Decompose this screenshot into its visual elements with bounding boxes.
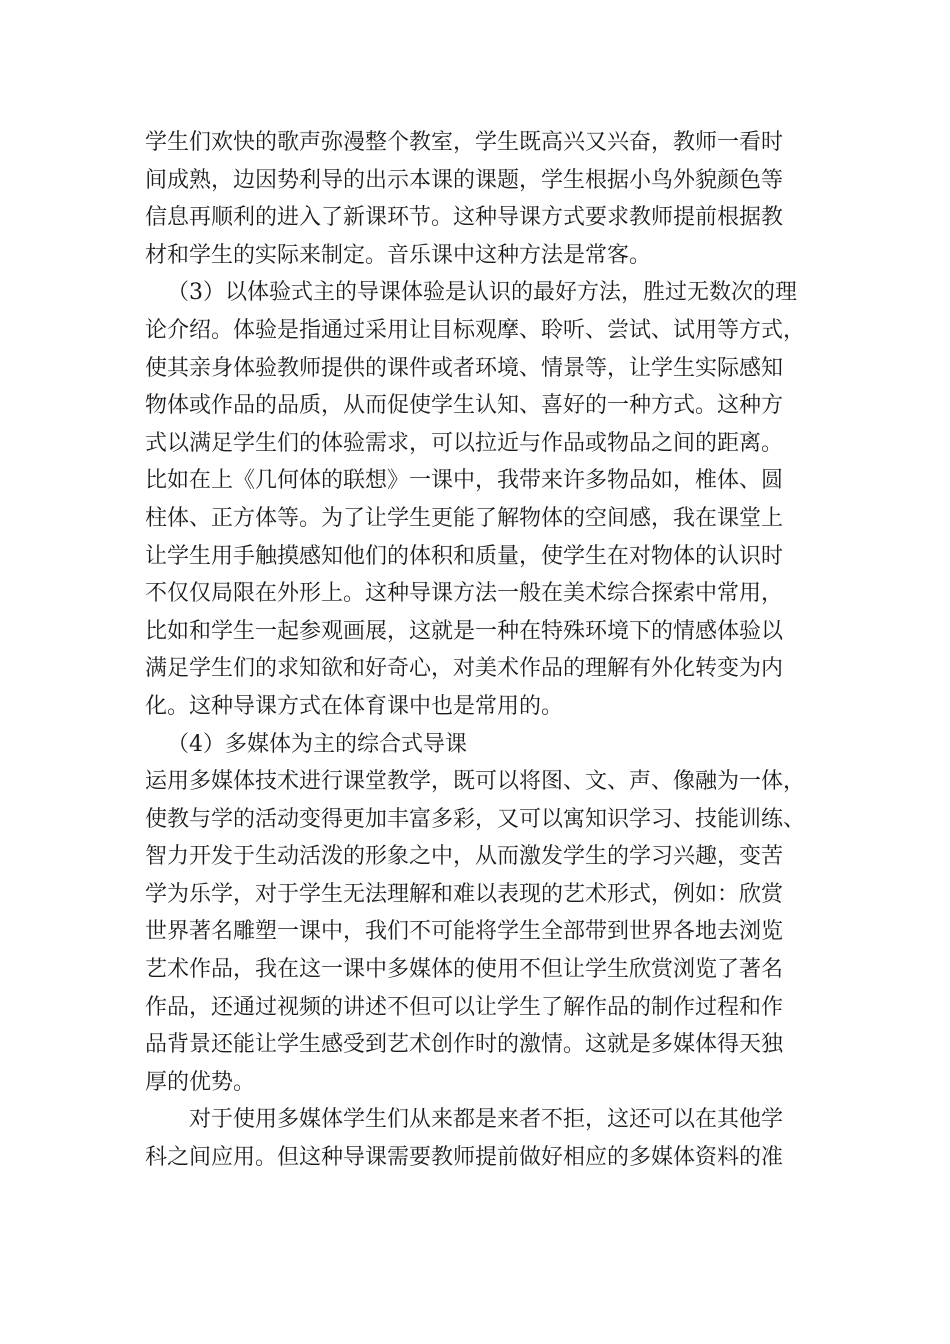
text-line-17: （4）多媒体为主的综合式导课 [167,731,467,757]
text-line-15: 满足学生们的求知欲和好奇心，对美术作品的理解有外化转变为内 [145,656,784,682]
text-line-19: 使教与学的活动变得更加丰富多彩，又可以寓知识学习、技能训练、 [145,806,806,832]
text-line-11: 柱体、正方体等。为了让学生更能了解物体的空间感，我在课堂上 [145,505,784,531]
text-line-24: 作品，还通过视频的讲述不但可以让学生了解作品的制作过程和作 [145,994,784,1020]
text-line-6: 论介绍。体验是指通过采用让目标观摩、聆听、尝试、试用等方式， [145,317,806,343]
text-line-4: 材和学生的实际来制定。音乐课中这种方法是常客。 [145,242,652,268]
text-line-25: 品背景还能让学生感受到艺术创作时的激情。这就是多媒体得天独 [145,1032,784,1058]
text-line-18: 运用多媒体技术进行课堂教学，既可以将图、文、声、像融为一体， [145,769,806,795]
text-line-13: 不仅仅局限在外形上。这种导课方法一般在美术综合探索中常用， [145,581,784,607]
text-line-26: 厚的优势。 [145,1069,256,1095]
text-line-12: 让学生用手触摸感知他们的体积和质量，使学生在对物体的认识时 [145,543,784,569]
text-line-5: （3）以体验式主的导课体验是认识的最好方法，胜过无数次的理 [167,280,797,306]
text-line-3: 信息再顺利的进入了新课环节。这种导课方式要求教师提前根据教 [145,205,784,231]
text-line-22: 世界著名雕塑一课中，我们不可能将学生全部带到世界各地去浏览 [145,919,784,945]
text-line-1: 学生们欢快的歌声弥漫整个教室，学生既高兴又兴奋，教师一看时 [145,130,784,155]
text-line-21: 学为乐学，对于学生无法理解和难以表现的艺术形式，例如：欣赏 [145,881,784,907]
text-line-7: 使其亲身体验教师提供的课件或者环境、情景等，让学生实际感知 [145,355,784,381]
text-line-27: 对于使用多媒体学生们从来都是来者不拒，这还可以在其他学 [189,1107,784,1133]
text-line-8: 物体或作品的品质，从而促使学生认知、喜好的一种方式。这种方 [145,393,784,419]
text-line-9: 式以满足学生们的体验需求，可以拉近与作品或物品之间的距离。 [145,430,784,456]
text-line-20: 智力开发于生动活泼的形象之中，从而激发学生的学习兴趣，变苦 [145,844,784,870]
text-line-14: 比如和学生一起参观画展，这就是一种在特殊环境下的情感体验以 [145,618,784,644]
text-line-2: 间成熟，边因势利导的出示本课的课题，学生根据小鸟外貌颜色等 [145,167,784,193]
text-line-10: 比如在上《几何体的联想》一课中，我带来许多物品如，椎体、圆 [145,468,784,494]
body-text [145,124,815,1177]
text-line-23: 艺术作品，我在这一课中多媒体的使用不但让学生欣赏浏览了著名 [145,957,784,983]
text-line-16: 化。这种导课方式在体育课中也是常用的。 [145,693,564,719]
text-line-28: 科之间应用。但这种导课需要教师提前做好相应的多媒体资料的准 [145,1145,784,1171]
